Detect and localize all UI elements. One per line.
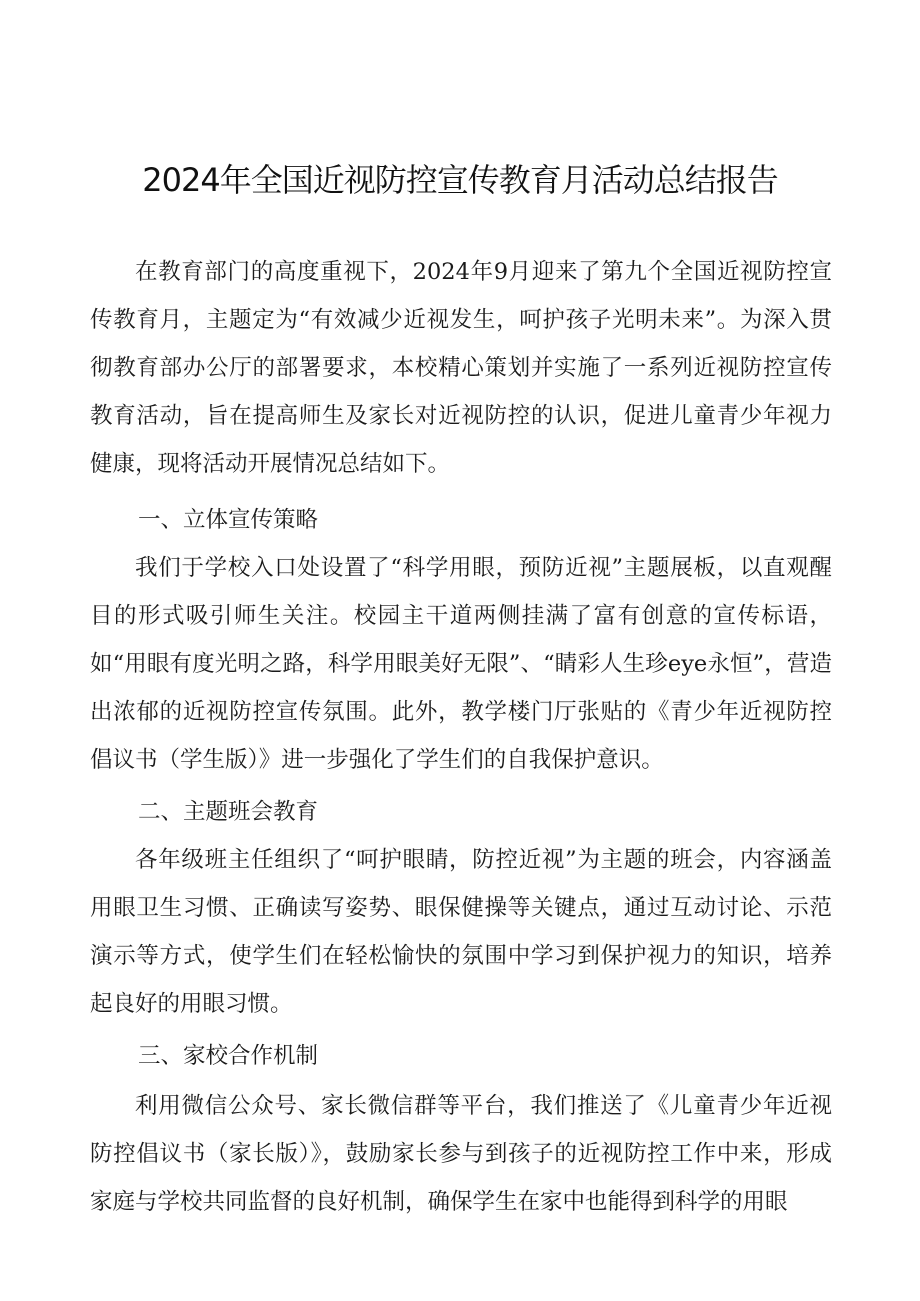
section-2-heading: 二、主题班会教育 [138,799,319,825]
section-3-block [90,1082,832,1226]
section-2-paragraph: 各年级班主任组织了“呵护眼睛，防控近视”为主题的班会，内容涵盖用眼卫生习惯、正确读写姿势、眼保健操等关键点，通过互动讨论、示范演示等方式，使学生们在轻松愉快的氛围中学习到保护视力的知识，培养起良好的用眼习惯。 [90,847,832,1017]
document-title: 2024年全国近视防控宣传教育月活动总结报告 [142,161,778,199]
section-3-paragraph: 利用微信公众号、家长微信群等平台，我们推送了《儿童青少年近视防控倡议书（家长版）》，鼓励家长参与到孩子的近视防控工作中来，形成家庭与学校共同监督的良好机制，确保学生在家中也能得到科学的用眼 [90,1093,832,1215]
section-1-block [90,544,832,784]
section-1-heading: 一、立体宣传策略 [138,507,319,533]
section-2-block [90,836,832,1028]
section-3-heading: 三、家校合作机制 [138,1043,319,1069]
intro-block [90,248,832,488]
section-1-paragraph: 我们于学校入口处设置了“科学用眼，预防近视”主题展板，以直观醒目的形式吸引师生关注。校园主干道两侧挂满了富有创意的宣传标语，如“用眼有度光明之路，科学用眼美好无限”、“睛彩人生珍eye永恒”，营造出浓郁的近视防控宣传氛围。此外，教学楼门厅张贴的《青少年近视防控倡议书（学生版）》进一步强化了学生们的自我保护意识。 [90,555,832,773]
intro-paragraph: 在教育部门的高度重视下，2024年9月迎来了第九个全国近视防控宣传教育月，主题定为“有效减少近视发生，呵护孩子光明未来”。为深入贯彻教育部办公厅的部署要求，本校精心策划并实施了一系列近视防控宣传教育活动，旨在提高师生及家长对近视防控的认识，促进儿童青少年视力健康，现将活动开展情况总结如下。 [90,259,832,477]
